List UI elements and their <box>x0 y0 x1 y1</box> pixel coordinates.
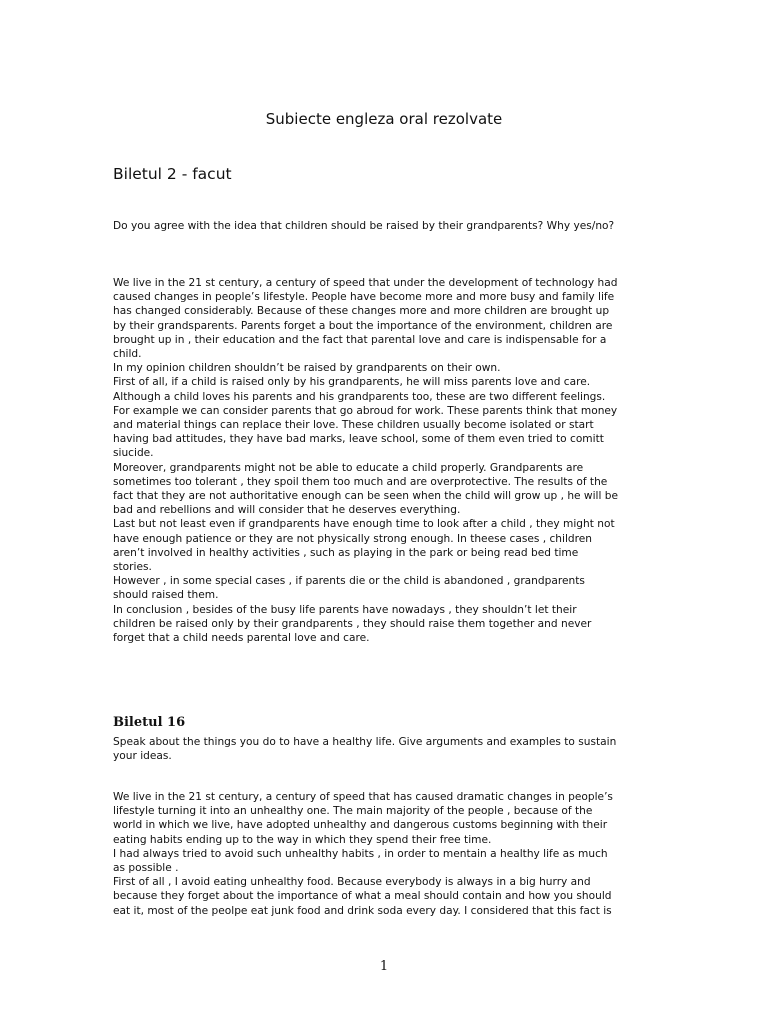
section-body-biletul-16 <box>113 790 658 918</box>
paragraph-line: by their grandsparents. Parents forget a bout the importance of the environment, children are <box>113 319 613 332</box>
question-line: Speak about the things you do to have a healthy life. Give arguments and examples to sustain <box>113 736 617 748</box>
paragraph-line: I had always tried to avoid such unhealthy habits , in order to mentain a healthy life as much <box>113 847 608 860</box>
paragraph-line: world in which we live, have adopted unhealthy and dangerous customs beginning with their <box>113 819 608 832</box>
paragraph-line: caused changes in people’s lifestyle. People have become more and more busy and family life <box>113 291 615 304</box>
paragraph-line: fact that they are not authoritative enough can be seen when the child will grow up , he will be <box>113 490 619 503</box>
paragraph-line: child. <box>113 348 142 361</box>
paragraph-line: forget that a child needs parental love and care. <box>113 632 370 645</box>
paragraph-line: Although a child loves his parents and his grandparents too, these are two different feelings. <box>113 390 606 403</box>
paragraph-line: has changed considerably. Because of these changes more and more children are brought up <box>113 305 610 318</box>
paragraph-line: eat it, most of the peolpe eat junk food and drink soda every day. I considered that this fact is <box>113 904 612 917</box>
paragraph-line: In conclusion , besides of the busy life parents have nowadays , they shouldn’t let their <box>113 603 577 616</box>
paragraph-line: as possible . <box>113 862 179 875</box>
paragraph-line: should raised them. <box>113 589 219 602</box>
paragraph-line: First of all , I avoid eating unhealthy food. Because everybody is always in a big hurry and <box>113 876 591 889</box>
section-question-biletul-2: Do you agree with the idea that children should be raised by their grandparents? Why yes/no? <box>113 220 615 232</box>
paragraph-line: children be raised only by their grandparents , they should raise them together and never <box>113 617 592 630</box>
paragraph-line: However , in some special cases , if parents die or the child is abandoned , grandparents <box>113 575 585 588</box>
page-number: 1 <box>379 959 389 974</box>
section-body-biletul-2 <box>113 276 658 645</box>
paragraph-line: siucide. <box>113 447 154 460</box>
document-title: Subiecte engleza oral rezolvate <box>265 110 503 128</box>
section-heading-biletul-2: Biletul 2 - facut <box>113 165 232 183</box>
paragraph-line: because they forget about the importance of what a meal should contain and how you should <box>113 890 612 903</box>
paragraph-line: Moreover, grandparents might not be able to educate a child properly. Grandparents are <box>113 461 584 474</box>
section-question-biletul-16 <box>113 735 658 763</box>
paragraph-line: First of all, if a child is raised only by his grandparents, he will miss parents love and care. <box>113 376 591 389</box>
paragraph-line: We live in the 21 st century, a century of speed that under the development of technology had <box>113 277 618 289</box>
paragraph-line: eating habits ending up to the way in which they spend their free time. <box>113 833 492 846</box>
paragraph-line: and material things can replace their love. These children usually become isolated or start <box>113 419 594 432</box>
paragraph-line: bad and rebellions and will consider that he deserves everything. <box>113 504 461 517</box>
paragraph-line: In my opinion children shouldn’t be raised by grandparents on their own. <box>113 362 501 375</box>
paragraph-line: brought up in , their education and the fact that parental love and care is indispensable for a <box>113 333 607 346</box>
paragraph-line: have enough patience or they are not physically strong enough. In theese cases , children <box>113 532 592 545</box>
question-line: your ideas. <box>113 750 172 763</box>
paragraph-line: stories. <box>113 561 152 574</box>
paragraph-line: aren’t involved in healthy activities , such as playing in the park or being read bed time <box>113 546 579 559</box>
paragraph-line: sometimes too tolerant , they spoil them too much and are overprotective. The results of the <box>113 475 608 488</box>
paragraph-line: having bad attitudes, they have bad marks, leave school, some of them even tried to comitt <box>113 433 604 446</box>
paragraph-line: Last but not least even if grandparents have enough time to look after a child , they might not <box>113 518 615 531</box>
paragraph-line: We live in the 21 st century, a century of speed that has caused dramatic changes in people’s <box>113 791 613 803</box>
paragraph-line: lifestyle turning it into an unhealthy one. The main majority of the people , because of the <box>113 805 593 818</box>
paragraph-line: For example we can consider parents that go abroud for work. These parents think that money <box>113 404 618 417</box>
section-heading-biletul-16: Biletul 16 <box>113 715 186 730</box>
